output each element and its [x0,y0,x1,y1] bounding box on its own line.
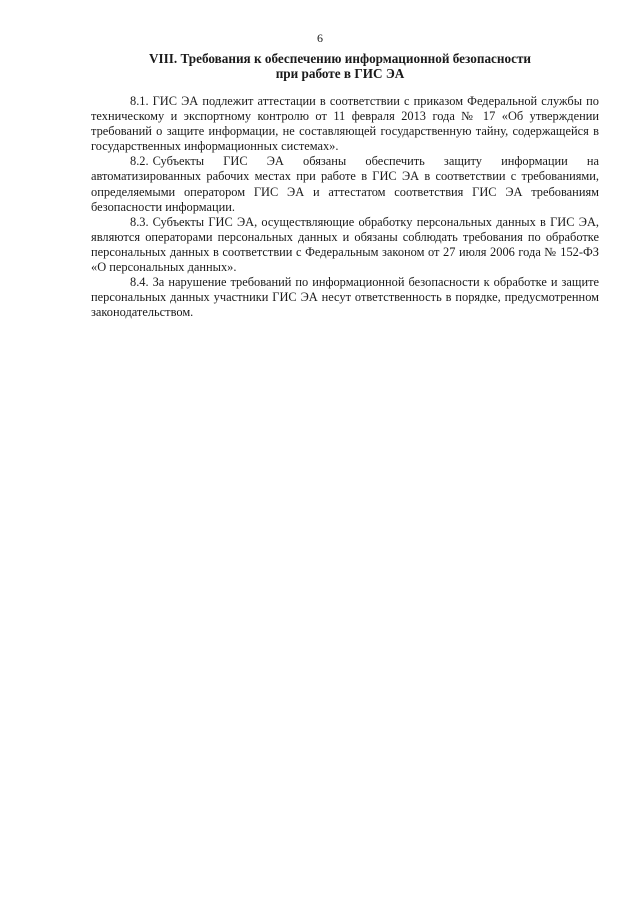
paragraph-8-4 [91,275,599,320]
paragraph-number: 8.4. [130,275,149,290]
section-heading [90,51,590,81]
paragraph-text: За нарушение требований по информационной безопасности к обработке и защите персональных данных участники ГИС ЭА несут ответственность в порядке, предусмотренном законодательством. [91,275,599,320]
paragraph-number: 8.1. [130,94,149,108]
paragraph-text: Субъекты ГИС ЭА, осуществляющие обработку персональных данных в ГИС ЭА, являются операторами персональных данных и обязаны соблюдать требования по обработке персональных данных в соответствии с Федеральным законом от 27 июля 2006 года № 152-ФЗ «О персональных данных». [91,214,599,275]
paragraph-8-1 [91,94,599,154]
paragraph-8-2 [91,154,599,214]
section-heading-line-2: при работе в ГИС ЭА [275,66,405,81]
paragraph-number: 8.3. [130,214,149,229]
page-number: 6 [317,31,323,45]
paragraph-8-3 [91,215,599,275]
paragraph-text: ГИС ЭА подлежит аттестации в соответствии с приказом Федеральной службы по техническому и экспортному контролю от 11 февраля 2013 года № 17 «Об утверждении требований о защите информации, не составляющей государственную тайну, содержащейся в государственных информационных системах». [91,94,599,154]
paragraph-number: 8.2. [130,154,149,169]
paragraph-text: Субъекты ГИС ЭА обязаны обеспечить защиту информации на автоматизированных рабочих местах при работе в ГИС ЭА в соответствии с требованиями, определяемыми оператором ГИС ЭА и аттестатом соответствия ГИС ЭА требованиям безопасности информации. [91,154,599,214]
section-heading-line-1: VIII. Требования к обеспечению информационной безопасности [148,51,532,66]
section-body [91,94,599,320]
